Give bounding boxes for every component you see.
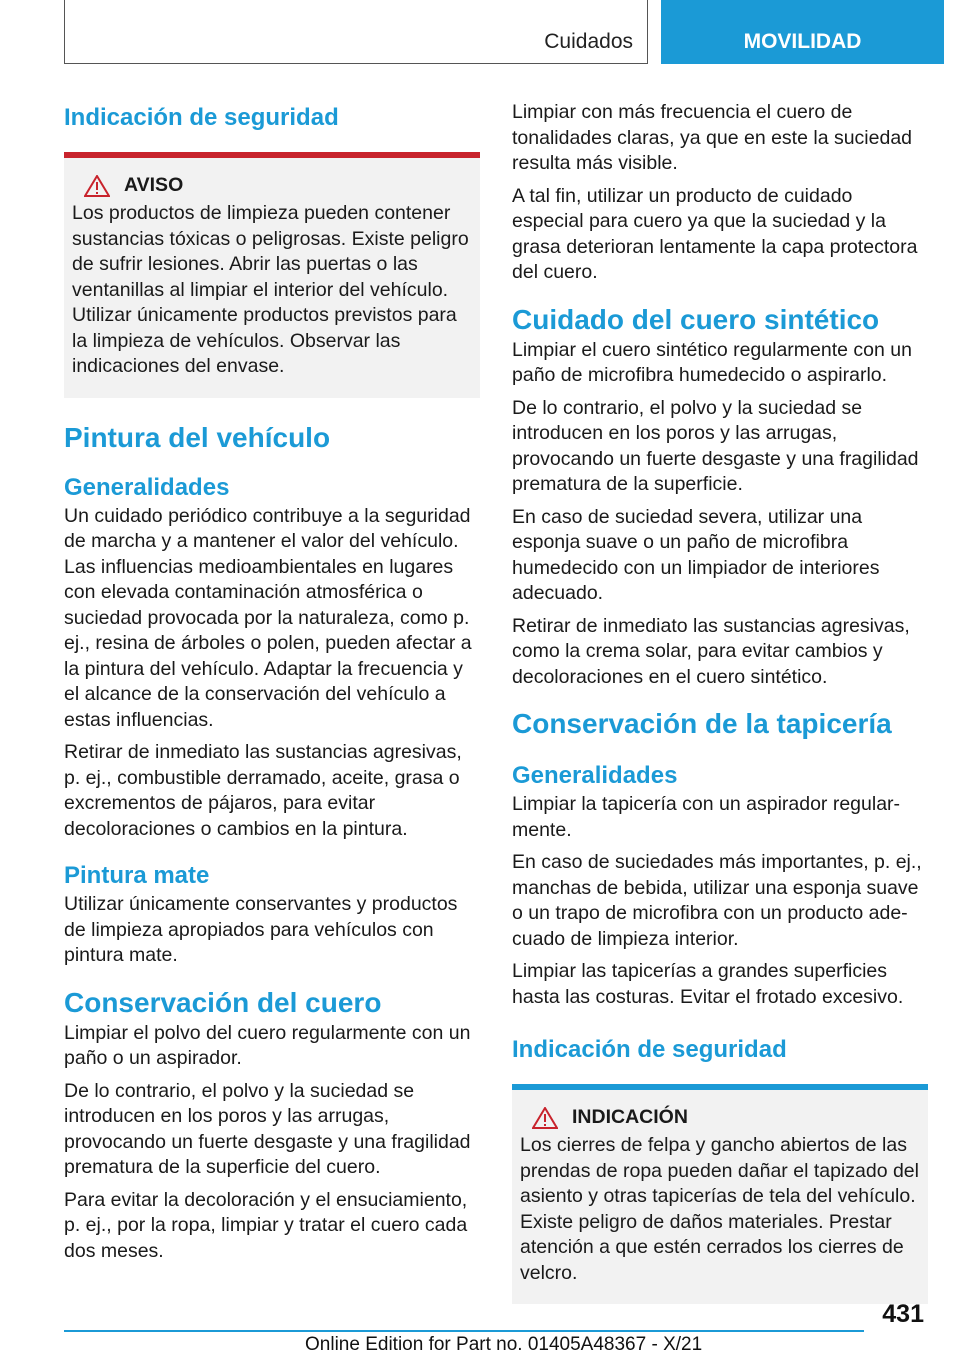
paragraph: A tal fin, utilizar un producto de cuidado especial para cuero ya que la suciedad y la grasa deterioran lentamente la capa protectora del cuero. [512, 184, 918, 283]
paragraph: Limpiar el cuero sintético regularmente con un paño de microfibra humedecido o aspirarlo. [512, 338, 912, 386]
warning-triangle-icon [84, 175, 110, 197]
paragraph: En caso de suciedad severa, utilizar una esponja suave o un paño de microfibra humedecido con un limpiador de interiores adecuado. [512, 505, 880, 604]
heading-safety-2: Indicación de seguridad [512, 1036, 787, 1063]
heading-cuero-sintetico: Cuidado del cuero sintético [512, 303, 880, 335]
paragraph: Limpiar el polvo del cuero regularmente con un paño o un aspirador. [64, 1021, 471, 1069]
paragraph: Limpiar las tapicerías a grandes superficies hasta las costuras. Evitar el frotado excesivo. [512, 960, 904, 1008]
heading-safety-1: Indicación de seguridad [64, 104, 339, 131]
footer-edition: Online Edition for Part no. 01405A48367 - X/21 [305, 1334, 703, 1355]
paragraph: Retirar de inmediato las sustancias agresivas, como la crema solar, para evitar cambios y decoloraciones en el cuero sintético. [512, 614, 910, 688]
heading-generalidades-2: Generalidades [512, 762, 678, 789]
heading-generalidades-1: Generalidades [64, 473, 230, 501]
left-column [64, 96, 480, 1264]
heading-tapiceria: Conservación de la tapicería [512, 708, 892, 739]
warning-label: INDICACIÓN [572, 1106, 688, 1128]
paragraph: Para evitar la decoloración y el ensuciamiento, p. ej., por la ropa, limpiar y tratar el cuero cada dos meses. [64, 1188, 468, 1262]
paragraph: De lo contrario, el polvo y la suciedad se introducen en los poros y las arrugas, provocando un fuerte desgaste y una fragilidad prematura de la superficie del cuero. [64, 1079, 471, 1178]
heading-pintura-mate: Pintura mate [64, 862, 210, 889]
heading-cuero: Conservación del cuero [64, 986, 382, 1018]
warning-triangle-icon [532, 1107, 558, 1129]
warning-box-indicacion [512, 1084, 928, 1304]
warning-text: Los cierres de felpa y gancho abiertos de las prendas de ropa pueden dañar el tapizado del asiento y otras tapicerías de tela del vehículo. Existe peligro de daños materiales. Prestar atención a que estén cerrados los cierres de velcro. [520, 1134, 919, 1284]
paragraph: Limpiar la tapicería con un aspirador regularmente. [512, 793, 901, 841]
warning-text: Los productos de limpieza pueden contener sustancias tóxicas o peligrosas. Existe peligro de sufrir lesiones. Abrir las puertas o las ventanillas al limpiar el interior del vehículo. Utilizar únicamente productos previstos para la limpieza de vehículos. Observar las indicaciones del envase. [72, 202, 469, 377]
paragraph: Utilizar únicamente conservantes y productos de limpieza apropiados para vehículos con pintura mate. [64, 893, 458, 966]
paragraph: En caso de suciedades más importantes, p. ej., manchas de bebida, utilizar una esponja suave o un trapo de microfibra con un producto adecuado de limpieza interior. [512, 851, 922, 950]
right-column [512, 96, 928, 1304]
paragraph: Un cuidado periódico contribuye a la seguridad de marcha y a mantener el valor del vehículo. Las influencias medioambientales en lugares con elevada contaminación atmosférica o suciedad provocada por la naturaleza, como p. ej., resina de árboles o polen, pueden afectar a la pintura del vehículo. Adaptar la frecuencia y el alcance de la conservación del vehículo a estas influencias. [64, 504, 472, 731]
paragraph: Retirar de inmediato las sustancias agresivas, p. ej., combustible derramado, aceite, grasa o excrementos de pájaros, para evitar decoloraciones o cambios en la pintura. [64, 741, 462, 840]
paragraph: De lo contrario, el polvo y la suciedad se introducen en los poros y las arrugas, provocando un fuerte desgaste y una fragilidad prematura de la superficie. [512, 396, 919, 495]
header-section-title: Cuidados [544, 30, 633, 53]
warning-label: AVISO [124, 174, 184, 196]
footer-divider [64, 1330, 864, 1332]
warning-box-aviso [64, 152, 480, 398]
header-chapter-tab[interactable]: MOVILIDAD [661, 0, 944, 64]
page-number: 431 [882, 1300, 924, 1328]
paragraph: Limpiar con más frecuencia el cuero de tonalidades claras, ya que en este la suciedad resulta más visible. [512, 101, 913, 174]
heading-pintura: Pintura del vehículo [64, 421, 331, 453]
header-section-box [64, 0, 648, 64]
